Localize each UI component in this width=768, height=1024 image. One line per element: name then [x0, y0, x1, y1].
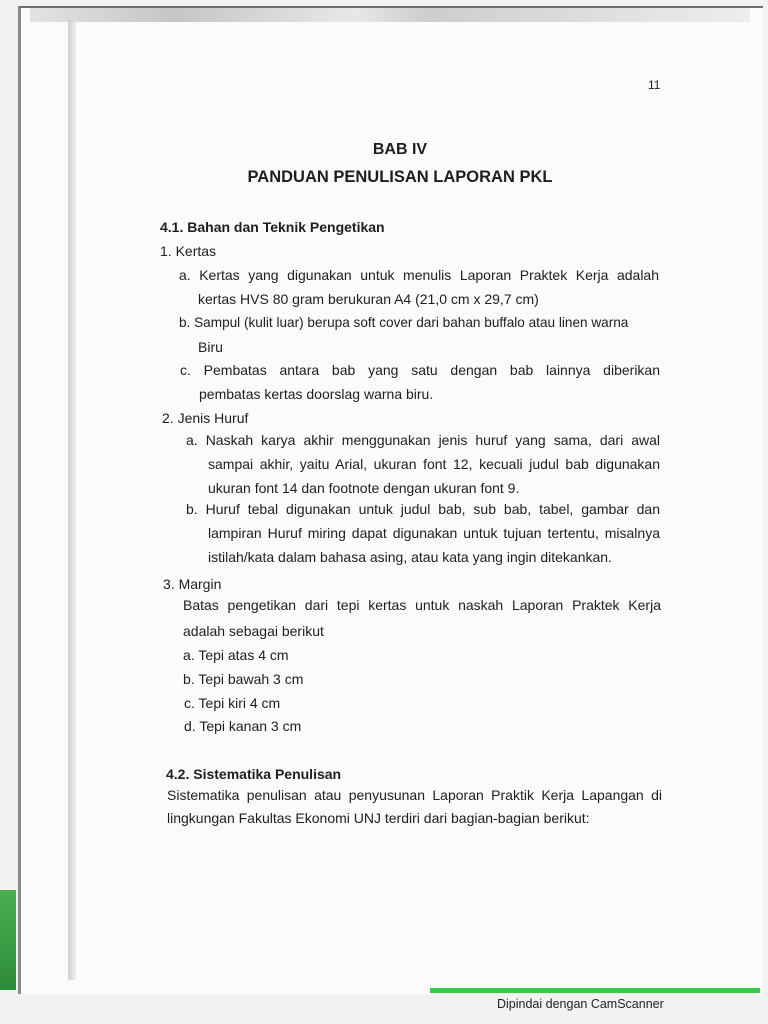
list-item-label: 2. Jenis Huruf	[162, 410, 249, 426]
list-item: b. Tepi bawah 3 cm	[183, 671, 304, 687]
background-edge-left	[0, 890, 16, 990]
list-item: c. Tepi kiri 4 cm	[184, 695, 281, 711]
paragraph-line: b. Sampul (kulit luar) berupa soft cover dari bahan buffalo atau linen warna	[179, 315, 629, 330]
list-item: d. Tepi kanan 3 cm	[184, 718, 302, 734]
section-heading: 4.2. Sistematika Penulisan	[166, 766, 342, 782]
paragraph-line: lingkungan Fakultas Ekonomi UNJ terdiri dari bagian-bagian berikut:	[167, 810, 590, 826]
binding-shadow	[68, 20, 76, 980]
paragraph-line: a. Naskah karya akhir menggunakan jenis huruf yang sama, dari awal	[186, 432, 660, 448]
section-heading: 4.1. Bahan dan Teknik Pengetikan	[160, 219, 385, 235]
paragraph-line: ukuran font 14 dan footnote dengan ukuran font 9.	[208, 480, 520, 496]
scan-edge-shadow	[30, 8, 750, 22]
paragraph-line: pembatas kertas doorslag warna biru.	[199, 386, 434, 402]
paragraph-line: a. Kertas yang digunakan untuk menulis Laporan Praktek Kerja adalah	[179, 267, 659, 283]
chapter-number: BAB IV	[372, 141, 428, 158]
camscanner-footer: Dipindai dengan CamScanner	[497, 997, 664, 1011]
paragraph-line: Batas pengetikan dari tepi kertas untuk naskah Laporan Praktek Kerja	[183, 597, 661, 613]
paragraph-line: Biru	[198, 339, 223, 355]
chapter-title: PANDUAN PENULISAN LAPORAN PKL	[247, 168, 553, 186]
paragraph-line: lampiran Huruf miring dapat digunakan untuk tujuan tertentu, misalnya	[208, 525, 660, 541]
paragraph-line: Sistematika penulisan atau penyusunan Laporan Praktik Kerja Lapangan di	[167, 787, 662, 803]
paragraph-line: adalah sebagai berikut	[183, 623, 324, 639]
list-item-label: 1. Kertas	[160, 243, 217, 259]
paragraph-line: b. Huruf tebal digunakan untuk judul bab, sub bab, tabel, gambar dan	[186, 501, 660, 517]
paragraph-line: c. Pembatas antara bab yang satu dengan bab lainnya diberikan	[180, 362, 660, 378]
list-item-label: 3. Margin	[163, 576, 222, 592]
paragraph-line: istilah/kata dalam bahasa asing, atau kata yang ingin ditekankan.	[208, 549, 612, 565]
page-number: 11	[648, 78, 661, 92]
list-item: a. Tepi atas 4 cm	[183, 647, 289, 663]
paragraph-line: sampai akhir, yaitu Arial, ukuran font 12, kecuali judul bab digunakan	[208, 456, 660, 472]
paragraph-line: kertas HVS 80 gram berukuran A4 (21,0 cm x 29,7 cm)	[198, 291, 539, 307]
background-edge-bottom	[430, 988, 760, 993]
